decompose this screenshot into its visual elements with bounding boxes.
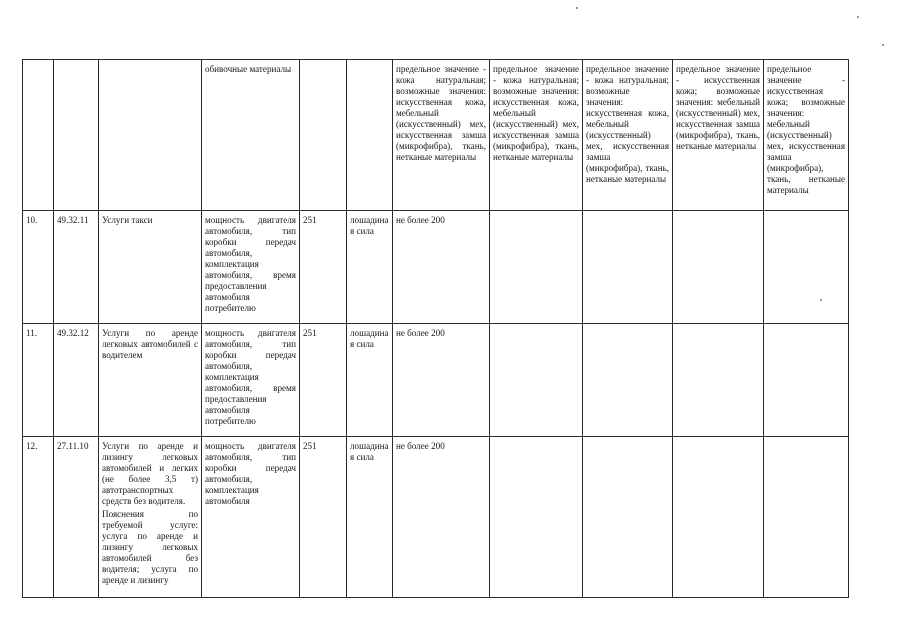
cell-unit <box>347 60 393 211</box>
cell-num: 10. <box>23 211 54 324</box>
cell-unit: лошадиная сила <box>347 437 393 598</box>
cell-service: Услуги такси <box>99 211 202 324</box>
cell-value: предельное значение - искусственная кожа; возможные значения: мебельный (искусственный) мех, искусственная замша (микрофибра), ткань, нетканые материалы <box>764 60 849 211</box>
cell-code <box>54 60 99 211</box>
cell-okei: 251 <box>300 211 347 324</box>
cell-value <box>490 437 583 598</box>
service-note: Пояснения по требуемой услуге: услуга по аренде и лизингу легковых автомобилей без водителя; услуга по аренде и лизингу <box>102 509 198 585</box>
requirements-table <box>22 59 849 598</box>
scan-speck <box>882 44 884 46</box>
cell-value: предельное значение - кожа натуральная; возможные значения: искусственная кожа, мебельный (искусственный) мех, искусственная замша (микрофибра), ткань, нетканые материалы <box>583 60 673 211</box>
cell-property: мощность двигателя автомобиля, тип коробки передач автомобиля, комплектация автомобиля, время предоставления автомобиля потребителю <box>202 324 300 437</box>
cell-value <box>583 211 673 324</box>
cell-value <box>583 324 673 437</box>
cell-service <box>99 437 202 598</box>
cell-value: предельное значение - кожа натуральная; возможные значения: искусственная кожа, мебельный (искусственный) мех, искусственная замша (микрофибра), ткань, нетканые материалы <box>393 60 490 211</box>
cell-service: Услуги по аренде легковых автомобилей с водителем <box>99 324 202 437</box>
table-row <box>23 60 849 211</box>
cell-okei: 251 <box>300 324 347 437</box>
cell-property: мощность двигателя автомобиля, тип коробки передач автомобиля, комплектация автомобиля, время предоставления автомобиля потребителю <box>202 211 300 324</box>
cell-property: мощность двигателя автомобиля, тип коробки передач автомобиля, комплектация автомобиля <box>202 437 300 598</box>
cell-value: предельное значение - искусственная кожа; возможные значения: мебельный (искусственный) мех, искусственная замша (микрофибра), ткань, нетканые материалы <box>673 60 764 211</box>
cell-okei <box>300 60 347 211</box>
table-row <box>23 324 849 437</box>
cell-unit: лошадиная сила <box>347 324 393 437</box>
cell-unit: лошадиная сила <box>347 211 393 324</box>
cell-value <box>673 324 764 437</box>
cell-value <box>764 437 849 598</box>
cell-value: не более 200 <box>393 324 490 437</box>
cell-value <box>673 437 764 598</box>
cell-value <box>673 211 764 324</box>
cell-value: не более 200 <box>393 211 490 324</box>
service-text: Услуги по аренде и лизингу легковых автомобилей и легких (не более 3,5 т) автотранспортных средств без водителя. <box>102 441 198 506</box>
cell-value <box>490 211 583 324</box>
cell-code: 49.32.12 <box>54 324 99 437</box>
cell-num: 12. <box>23 437 54 598</box>
cell-code: 27.11.10 <box>54 437 99 598</box>
cell-num: 11. <box>23 324 54 437</box>
cell-okei: 251 <box>300 437 347 598</box>
table-row <box>23 211 849 324</box>
cell-value <box>490 324 583 437</box>
cell-value <box>764 211 849 324</box>
cell-value <box>764 324 849 437</box>
cell-service <box>99 60 202 211</box>
scan-speck <box>857 16 859 18</box>
cell-value: не более 200 <box>393 437 490 598</box>
cell-value <box>583 437 673 598</box>
cell-value: предельное значение - кожа натуральная; возможные значения: искусственная кожа, мебельный (искусственный) мех, искусственная замша (микрофибра), ткань, нетканые материалы <box>490 60 583 211</box>
cell-code: 49.32.11 <box>54 211 99 324</box>
scan-speck <box>576 7 578 9</box>
cell-property: обивочные материалы <box>202 60 300 211</box>
table-row <box>23 437 849 598</box>
cell-num <box>23 60 54 211</box>
